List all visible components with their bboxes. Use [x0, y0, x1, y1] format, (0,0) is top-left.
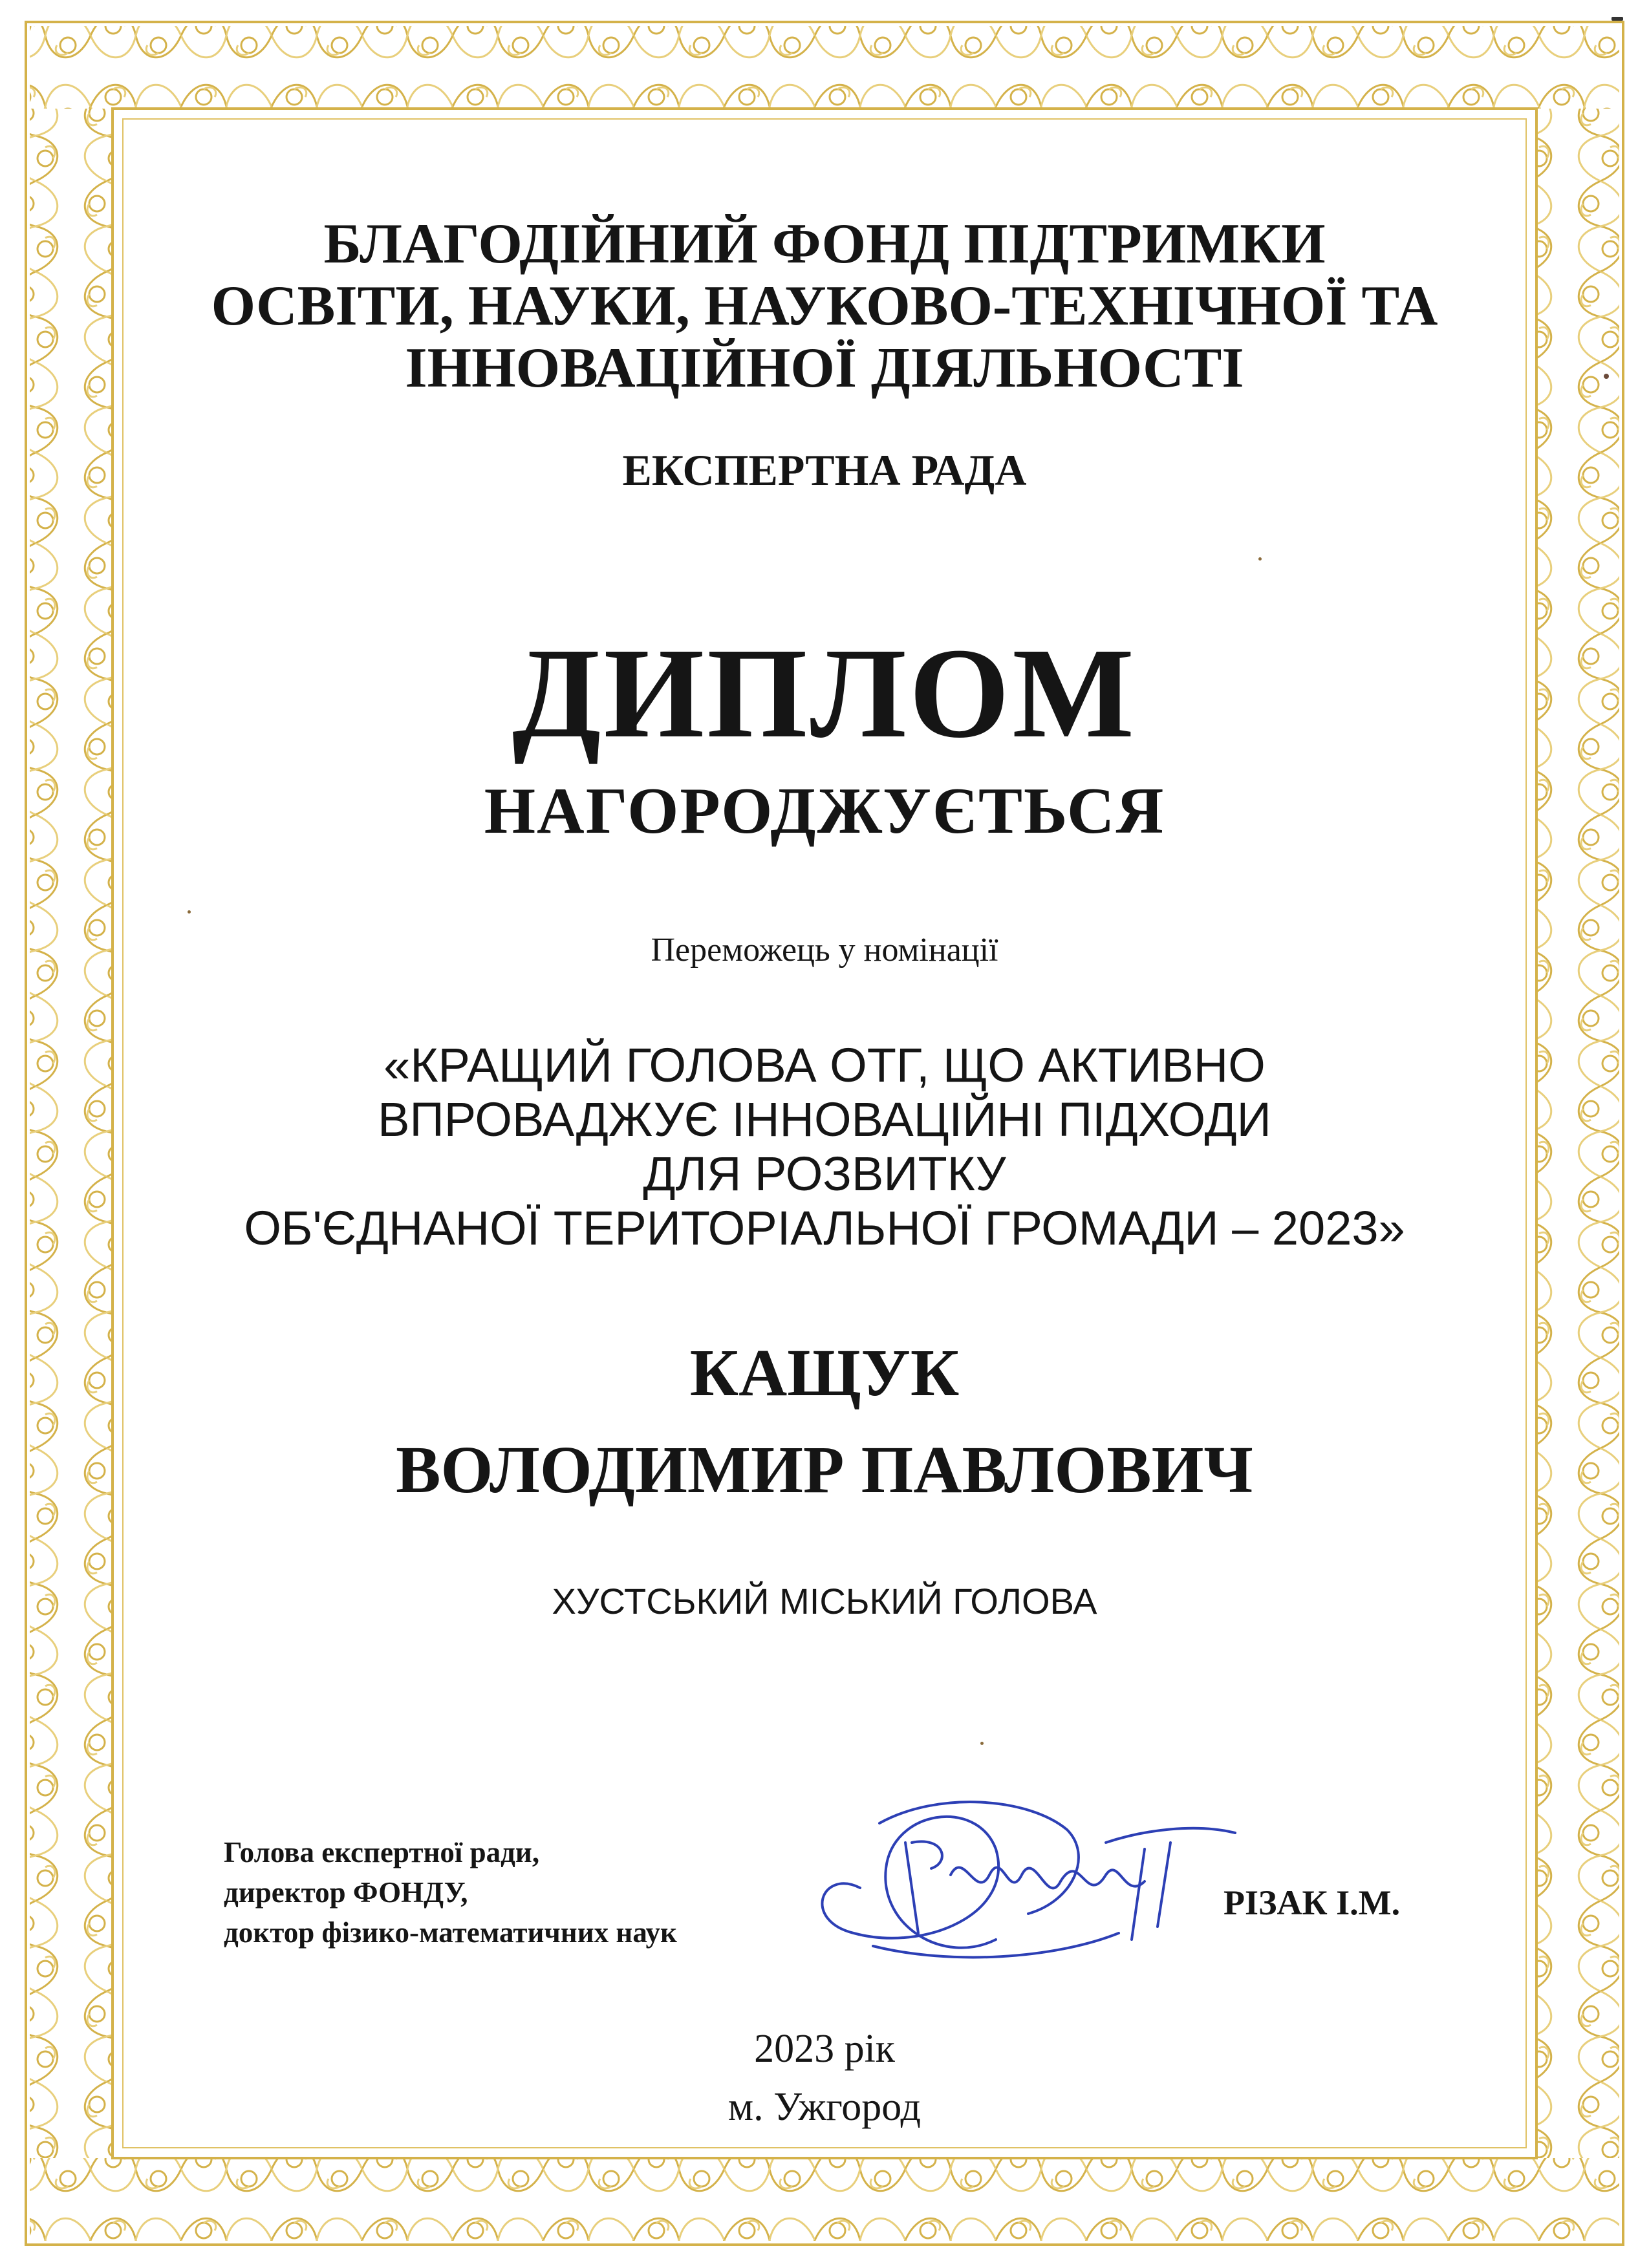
organization-line-1: БЛАГОДІЙНИЙ ФОНД ПІДТРИМКИ	[323, 213, 1326, 275]
signatory-title-line: директор ФОНДУ,	[224, 1876, 468, 1909]
scan-speck	[1258, 557, 1262, 561]
handwritten-signature	[782, 1771, 1274, 1978]
nomination-line-1: «КРАЩИЙ ГОЛОВА ОТГ, ЩО АКТИВНО	[383, 1038, 1266, 1092]
diploma-title: ДИПЛОМ	[512, 622, 1137, 765]
recipient-surname: КАЩУК	[689, 1336, 960, 1410]
nomination-line-4: ОБ'ЄДНАНОЇ ТЕРИТОРІАЛЬНОЇ ГРОМАДИ – 2023»	[244, 1201, 1405, 1255]
nomination-line-2: ВПРОВАДЖУЄ ІННОВАЦІЙНІ ПІДХОДИ	[378, 1093, 1271, 1146]
organization-line-2: ОСВІТИ, НАУКИ, НАУКОВО-ТЕХНІЧНОЇ ТА	[211, 275, 1438, 337]
issue-year: 2023 рік	[754, 2027, 895, 2071]
recipient-given-names: ВОЛОДИМИР ПАВЛОВИЧ	[396, 1433, 1253, 1507]
issue-city: м. Ужгород	[727, 2085, 921, 2129]
signatory-titles	[224, 1832, 677, 1952]
awarded-label: НАГОРОДЖУЄТЬСЯ	[484, 775, 1165, 848]
recipient-position: ХУСТСЬКИЙ МІСЬКИЙ ГОЛОВА	[552, 1581, 1097, 1621]
signatory-title-line: доктор фізико-математичних наук	[224, 1916, 677, 1949]
scan-speck	[1611, 17, 1623, 21]
expert-council-heading: ЕКСПЕРТНА РАДА	[622, 445, 1027, 495]
organization-line-3: ІННОВАЦІЙНОЇ ДІЯЛЬНОСТІ	[405, 337, 1244, 400]
nomination-intro: Переможець у номінації	[651, 932, 998, 968]
nomination-line-3: ДЛЯ РОЗВИТКУ	[643, 1147, 1006, 1201]
scan-speck	[188, 910, 191, 914]
signatory-name: РІЗАК І.М.	[1223, 1883, 1401, 1922]
scan-speck	[1604, 374, 1609, 379]
signatory-title-line: Голова експертної ради,	[224, 1836, 540, 1868]
scan-speck	[980, 1742, 984, 1745]
